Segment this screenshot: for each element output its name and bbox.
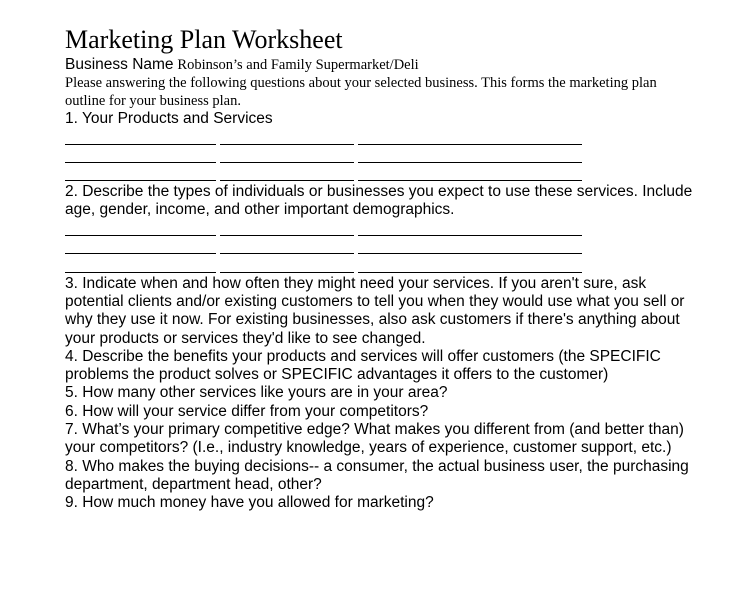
blank-line-row[interactable] bbox=[65, 220, 585, 238]
blank-line-row[interactable] bbox=[65, 256, 585, 274]
blank-line-row[interactable] bbox=[65, 128, 585, 146]
answer-lines-1[interactable] bbox=[65, 128, 585, 183]
business-name-label: Business Name bbox=[65, 56, 174, 73]
blank-line-row[interactable] bbox=[65, 238, 585, 256]
question-4: 4. Describe the benefits your products and services will offer customers (the SPECIFIC problems the product solves or SPECIFIC advantages it offers to the customer) bbox=[65, 347, 661, 384]
question-3: 3. Indicate when and how often they might need your services. If you aren't sure, ask potential clients and/or existing customers to tell you when they would use what you sell or why they use it now. For existing businesses, also ask customers if there's anything about your products or services they'd like to see changed. bbox=[65, 274, 685, 347]
question-8: 8. Who makes the buying decisions-- a consumer, the actual business user, the purchasing department, department head, other? bbox=[65, 457, 689, 493]
answer-lines-2[interactable] bbox=[65, 220, 585, 275]
question-1: 1. Your Products and Services bbox=[65, 110, 273, 127]
question-9: 9. How much money have you allowed for marketing? bbox=[65, 494, 434, 512]
blank-line-row[interactable] bbox=[65, 147, 585, 165]
intro-paragraph: Please answering the following questions about your selected business. This forms the marketing plan outline for your business plan. bbox=[65, 75, 657, 109]
question-6: 6. How will your service differ from your competitors? bbox=[65, 402, 429, 420]
question-5: 5. How many other services like yours are in your area? bbox=[65, 384, 448, 402]
page-title: Marketing Plan Worksheet bbox=[65, 25, 343, 54]
business-name-value[interactable]: Robinson’s and Family Supermarket/Deli bbox=[177, 57, 419, 73]
worksheet-document bbox=[65, 24, 705, 513]
question-7: 7. What’s your primary competitive edge? What makes you different from (and better than) your competitors? (I.e., industry knowledge, years of experience, customer support, etc.) bbox=[65, 421, 684, 457]
business-name-row bbox=[65, 56, 705, 74]
blank-line-row[interactable] bbox=[65, 165, 585, 183]
question-2: 2. Describe the types of individuals or businesses you expect to use these services. Include age, gender, income, and other important demographics. bbox=[65, 183, 693, 219]
